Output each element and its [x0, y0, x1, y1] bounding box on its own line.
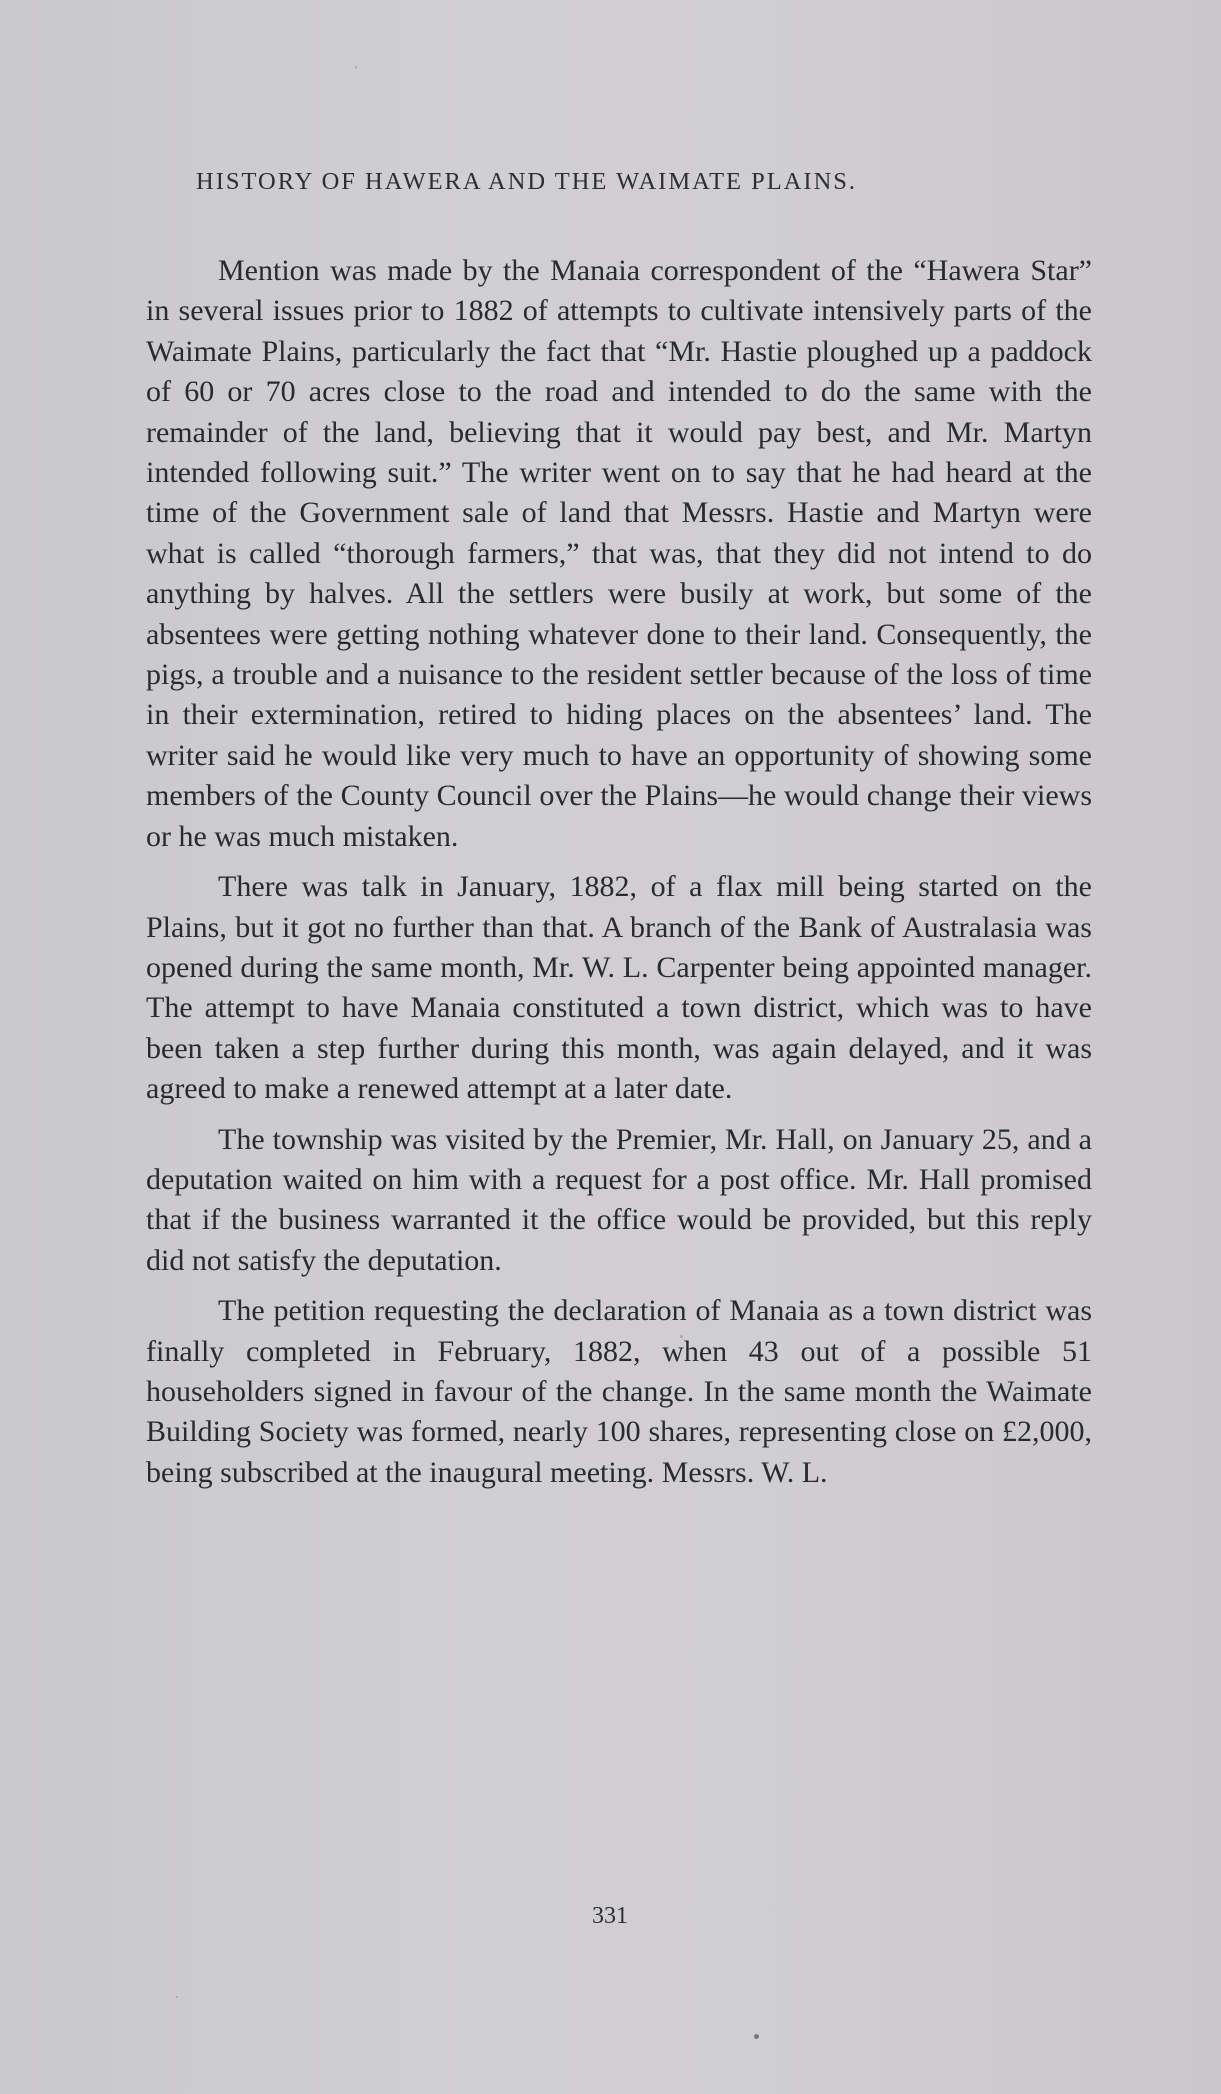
- paper-speck: [680, 1335, 683, 1338]
- paragraph: Mention was made by the Manaia correspondent of the “Hawera Star” in several issues prior to 1882 of attempts to cultivate intensively parts of the Waimate Plains, particularly the fact that “Mr. Hastie ploughed up a paddock of 60 or 70 acres close to the road and intended to do the same with the remainder of the land, believing that it would pay best, and Mr. Martyn intended following suit.” The writer went on to say that he had heard at the time of the Government sale of land that Messrs. Hastie and Martyn were what is called “thorough farmers,” that was, that they did not intend to do anything by halves. All the settlers were busily at work, but some of the absentees were getting nothing whatever done to their land. Consequently, the pigs, a trouble and a nuisance to the resident settler because of the loss of time in their extermination, retired to hiding places on the absentees’ land. The writer said he would like very much to have an opportunity of showing some members of the County Council over the Plains—he would change their views or he was much mistaken.: [146, 254, 1092, 853]
- paper-speck: [355, 66, 357, 69]
- paper-speck: [176, 1996, 178, 1998]
- paragraph: There was talk in January, 1882, of a flax mill being started on the Plains, but it got no further than that. A branch of the Bank of Australasia was opened during the same month, Mr. W. L. Carpenter being appointed manager. The attempt to have Manaia constituted a town district, which was to have been taken a step further during this month, was again delayed, and it was agreed to make a renewed attempt at a later date.: [146, 870, 1092, 1106]
- page-number: 331: [592, 1903, 628, 1929]
- running-head: HISTORY OF HAWERA AND THE WAIMATE PLAINS.: [196, 168, 858, 195]
- paper-speck: [754, 2034, 759, 2039]
- paragraph: The petition requesting the declaration of Manaia as a town district was finally completed in February, 1882, when 43 out of a possible 51 householders signed in favour of the change. In the same month the Waimate Building Society was formed, nearly 100 shares, representing close on £2,000, being subscribed at the inaugural meeting. Messrs. W. L.: [146, 1294, 1092, 1489]
- body-text: [146, 251, 1092, 1503]
- paragraph: The township was visited by the Premier, Mr. Hall, on January 25, and a deputation waited on him with a request for a post office. Mr. Hall promised that if the business warranted it the office would be provided, but this reply did not satisfy the deputation.: [146, 1122, 1092, 1277]
